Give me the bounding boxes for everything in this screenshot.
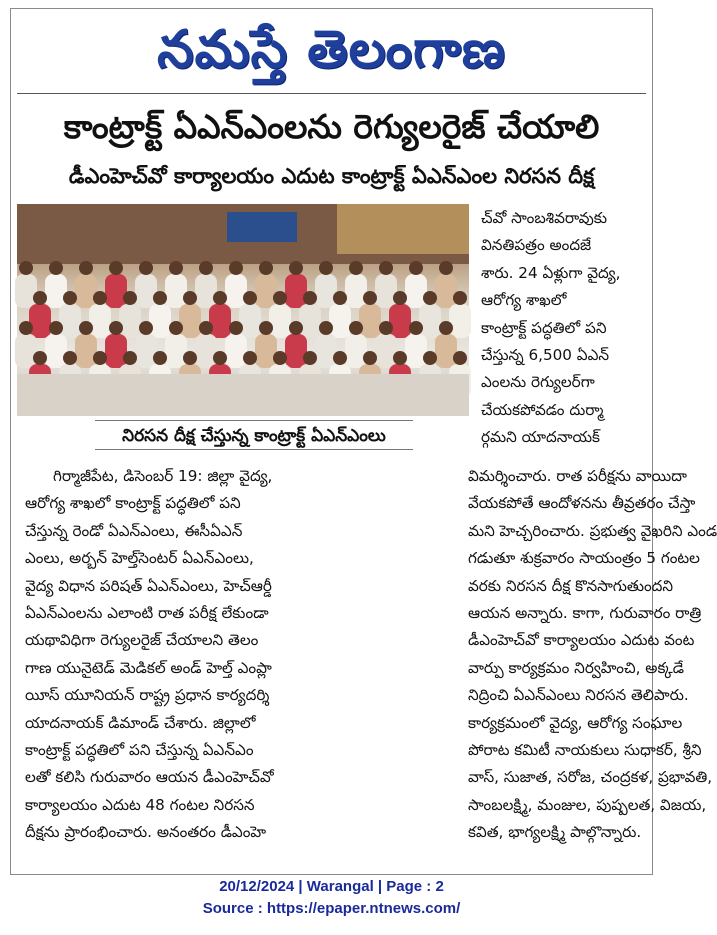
photo-person-body bbox=[269, 304, 291, 338]
photo-person-body bbox=[255, 274, 277, 308]
text-line: కాంట్రాక్ట్ పద్ధతిలో పని bbox=[481, 318, 607, 337]
text-line: కవిత, భాగ్యలక్ష్మి పాల్గొన్నారు. bbox=[468, 823, 642, 842]
photo-person-body bbox=[225, 274, 247, 308]
photo-person-body bbox=[105, 334, 127, 368]
text-line: మని హెచ్చరించారు. ప్రభుత్వ వైఖరిని ఎండ bbox=[468, 521, 717, 540]
text-line: వరకు నిరసన దీక్ష కొనసాగుతుందని bbox=[468, 576, 674, 595]
photo-person-head bbox=[423, 291, 437, 305]
photo-person-body bbox=[315, 334, 337, 368]
photo-person-body bbox=[135, 274, 157, 308]
photo-person-head bbox=[393, 291, 407, 305]
photo-person-body bbox=[299, 304, 321, 338]
photo-person-body bbox=[15, 334, 37, 368]
text-line: ఆయన అన్నారు. కాగా, గురువారం రాత్రి bbox=[468, 604, 702, 623]
photo-person-head bbox=[363, 351, 377, 365]
photo-person-head bbox=[273, 351, 287, 365]
photo-person-body bbox=[375, 274, 397, 308]
photo-person-head bbox=[439, 261, 453, 275]
text-line: ఏఎన్ఎంలను ఎలాంటి రాత పరీక్ష లేకుండా bbox=[25, 604, 269, 623]
photo-person-head bbox=[153, 351, 167, 365]
photo-person-body bbox=[195, 334, 217, 368]
footer-source-line: Source : https://epaper.ntnews.com/ bbox=[202, 900, 461, 917]
text-line: వార్పు కార్యక్రమం నిర్వహించి, అక్కడే bbox=[468, 658, 684, 677]
photo-person-head bbox=[439, 321, 453, 335]
photo-person-body bbox=[315, 274, 337, 308]
photo-person-body bbox=[75, 334, 97, 368]
photo-person-head bbox=[93, 291, 107, 305]
article-column-right bbox=[468, 463, 717, 847]
photo-person-head bbox=[259, 321, 273, 335]
newspaper-clipping bbox=[10, 8, 717, 875]
photo-person-head bbox=[79, 321, 93, 335]
photo-person-head bbox=[199, 261, 213, 275]
photo-person-head bbox=[93, 351, 107, 365]
text-line: దీక్షను ప్రారంభించారు. అనంతరం డీఎంహె bbox=[25, 823, 267, 842]
photo-person-head bbox=[363, 291, 377, 305]
photo-person-head bbox=[109, 321, 123, 335]
text-line: ఆరోగ్య శాఖలో bbox=[481, 291, 567, 310]
photo-person-head bbox=[243, 351, 257, 365]
photo-person-body bbox=[345, 274, 367, 308]
photo-person-body bbox=[375, 334, 397, 368]
text-line: యాదనాయక్ డిమాండ్ చేశారు. జిల్లాలో bbox=[25, 713, 256, 732]
photo-person-head bbox=[289, 321, 303, 335]
photo-person-head bbox=[63, 291, 77, 305]
text-line: విమర్శించారు. రాత పరీక్షను వాయిదా bbox=[468, 467, 687, 485]
photo-person-head bbox=[303, 291, 317, 305]
photo-person-body bbox=[59, 304, 81, 338]
photo-person-head bbox=[409, 321, 423, 335]
photo-person-body bbox=[179, 304, 201, 338]
text-line: గాణ యునైటెడ్ మెడికల్ అండ్ హెల్త్ ఎంప్లా bbox=[25, 658, 272, 677]
photo-person-head bbox=[349, 261, 363, 275]
photo-person-body bbox=[435, 334, 457, 368]
photo-person-head bbox=[139, 321, 153, 335]
photo-person-head bbox=[379, 261, 393, 275]
photo-person-body bbox=[285, 274, 307, 308]
photo-person-body bbox=[419, 304, 441, 338]
photo-person-head bbox=[319, 321, 333, 335]
text-line: కాంట్రాక్ట్ పద్ధతిలో పని చేస్తున్న ఏఎన్ఎం bbox=[25, 741, 254, 760]
photo-person-body bbox=[45, 274, 67, 308]
photo-caption: నిరసన దీక్ష చేస్తున్న కాంట్రాక్ట్ ఏఎన్ఎంలు bbox=[95, 420, 413, 450]
photo-person-body bbox=[195, 274, 217, 308]
text-line: గడుతూ శుక్రవారం సాయంత్రం 5 గంటల bbox=[468, 549, 700, 568]
text-line: యథావిధిగా రెగ్యులరైజ్ చేయాలని తెలం bbox=[25, 631, 259, 650]
photo-person-body bbox=[75, 274, 97, 308]
photo-person-head bbox=[409, 261, 423, 275]
photo-person-head bbox=[259, 261, 273, 275]
text-line: వినతిపత్రం అందజే bbox=[481, 236, 592, 255]
photo-person-body bbox=[165, 334, 187, 368]
photo-person-head bbox=[333, 291, 347, 305]
photo-person-head bbox=[319, 261, 333, 275]
photo-person-head bbox=[63, 351, 77, 365]
photo-person-body bbox=[329, 304, 351, 338]
article-headline: కాంట్రాక్ట్ ఏఎన్ఎంలను రెగ్యులరైజ్ చేయాలి bbox=[63, 107, 600, 146]
photo-person-body bbox=[119, 304, 141, 338]
photo-person-body bbox=[135, 334, 157, 368]
photo-person-head bbox=[33, 351, 47, 365]
photo-person-head bbox=[213, 291, 227, 305]
photo-person-head bbox=[19, 261, 33, 275]
photo-person-head bbox=[229, 321, 243, 335]
text-line: కార్యాలయం ఎదుట 48 గంటల నిరసన bbox=[25, 795, 255, 814]
photo-person-head bbox=[49, 261, 63, 275]
photo-person-head bbox=[169, 261, 183, 275]
photo-person-head bbox=[243, 291, 257, 305]
photo-person-head bbox=[79, 261, 93, 275]
photo-person-body bbox=[449, 304, 471, 338]
photo-person-head bbox=[153, 291, 167, 305]
photo-person-body bbox=[15, 274, 37, 308]
photo-person-head bbox=[109, 261, 123, 275]
photo-person-body bbox=[345, 334, 367, 368]
photo-person-body bbox=[149, 304, 171, 338]
photo-person-body bbox=[89, 304, 111, 338]
photo-person-body bbox=[405, 334, 427, 368]
photo-person-body bbox=[239, 304, 261, 338]
photo-person-body bbox=[45, 334, 67, 368]
photo-person-head bbox=[33, 291, 47, 305]
photo-person-head bbox=[333, 351, 347, 365]
photo-person-head bbox=[453, 291, 467, 305]
photo-person-body bbox=[359, 304, 381, 338]
photo-person-body bbox=[435, 274, 457, 308]
photo-person-body bbox=[209, 304, 231, 338]
photo-person-head bbox=[199, 321, 213, 335]
photo-person-body bbox=[29, 304, 51, 338]
photo-person-head bbox=[169, 321, 183, 335]
article-photo bbox=[17, 204, 469, 416]
masthead-divider bbox=[17, 93, 646, 94]
text-line: సాంబలక్ష్మి, మంజుల, పుష్పలత, విజయ, bbox=[468, 795, 707, 814]
article-column-right-top bbox=[481, 205, 647, 452]
photo-person-head bbox=[423, 351, 437, 365]
masthead-title: నమస్తే తెలంగాణ bbox=[157, 19, 506, 80]
text-line: వాస్, సుజాత, సరోజ, చంద్రకళ, ప్రభావతి, bbox=[468, 768, 713, 787]
text-line: శారు. 24 ఏళ్లుగా వైద్య, bbox=[481, 263, 621, 282]
text-line: కార్యక్రమంలో వైద్య, ఆరోగ్య సంఘాల bbox=[468, 713, 683, 732]
photo-person-head bbox=[123, 351, 137, 365]
photo-person-head bbox=[289, 261, 303, 275]
text-line: చేయకపోవడం దుర్మా bbox=[481, 400, 604, 419]
text-line: వైద్య విధాన పరిషత్ ఏఎన్ఎంలు, హెచ్ఆర్డీ bbox=[25, 576, 272, 595]
photo-person-head bbox=[213, 351, 227, 365]
text-line: డీఎంహెచ్‌వో కార్యాలయం ఎదుట వంట bbox=[468, 631, 695, 650]
photo-person-body bbox=[389, 304, 411, 338]
photo-person-head bbox=[379, 321, 393, 335]
text-line: ర్గమని యాదనాయక్ bbox=[481, 428, 600, 447]
photo-person-head bbox=[139, 261, 153, 275]
text-line: పోరాట కమిటీ నాయకులు సుధాకర్, శ్రీని bbox=[468, 741, 702, 760]
footer-date-line: 20/12/2024 | Warangal | Page : 2 bbox=[219, 878, 444, 895]
text-line: లతో కలిసి గురువారం ఆయన డీఎంహెచ్‌వో bbox=[25, 768, 274, 787]
photo-person-head bbox=[183, 291, 197, 305]
photo-person-body bbox=[105, 274, 127, 308]
text-line: చేస్తున్న రెండో ఏఎన్ఎంలు, ఈసీఏఎన్ bbox=[25, 521, 243, 540]
text-line: యీస్ యూనియన్ రాష్ట్ర ప్రధాన కార్యదర్శి bbox=[25, 686, 270, 705]
article-subheadline: డీఎంహెచ్‌వో కార్యాలయం ఎదుట కాంట్రాక్ట్ ఏఎన్ఎంల నిరసన దీక్ష bbox=[68, 164, 595, 188]
text-line: ఎంలు, అర్బన్ హెల్త్‌సెంటర్ ఏఎన్ఎంలు, bbox=[25, 549, 254, 568]
photo-person-head bbox=[19, 321, 33, 335]
photo-person-head bbox=[349, 321, 363, 335]
photo-person-body bbox=[405, 274, 427, 308]
text-line: నిద్రించి ఏఎన్ఎంలు నిరసన తెలిపారు. bbox=[468, 686, 689, 705]
photo-person-body bbox=[285, 334, 307, 368]
photo-person-head bbox=[273, 291, 287, 305]
photo-person-body bbox=[255, 334, 277, 368]
text-line: గిర్మాజీపేట, డిసెంబర్ 19: జిల్లా వైద్య, bbox=[53, 467, 273, 485]
text-line: చేస్తున్న 6,500 ఏఎన్ bbox=[481, 346, 610, 365]
photo-person-head bbox=[453, 351, 467, 365]
photo-person-head bbox=[303, 351, 317, 365]
photo-person-head bbox=[229, 261, 243, 275]
article-column-left bbox=[25, 463, 451, 847]
text-line: చ్‌వో సాంబశివరావుకు bbox=[481, 209, 607, 227]
photo-person-head bbox=[123, 291, 137, 305]
photo-person-body bbox=[225, 334, 247, 368]
text-line: ఎంలను రెగ్యులర్‌గా bbox=[481, 373, 595, 392]
photo-person-head bbox=[183, 351, 197, 365]
photo-person-head bbox=[393, 351, 407, 365]
photo-person-head bbox=[49, 321, 63, 335]
photo-person-body bbox=[165, 274, 187, 308]
text-line: ఆరోగ్య శాఖలో కాంట్రాక్ట్ పద్ధతిలో పని bbox=[25, 494, 241, 513]
text-line: వేయకపోతే ఆందోళనను తీవ్రతరం చేస్తా bbox=[468, 494, 696, 513]
